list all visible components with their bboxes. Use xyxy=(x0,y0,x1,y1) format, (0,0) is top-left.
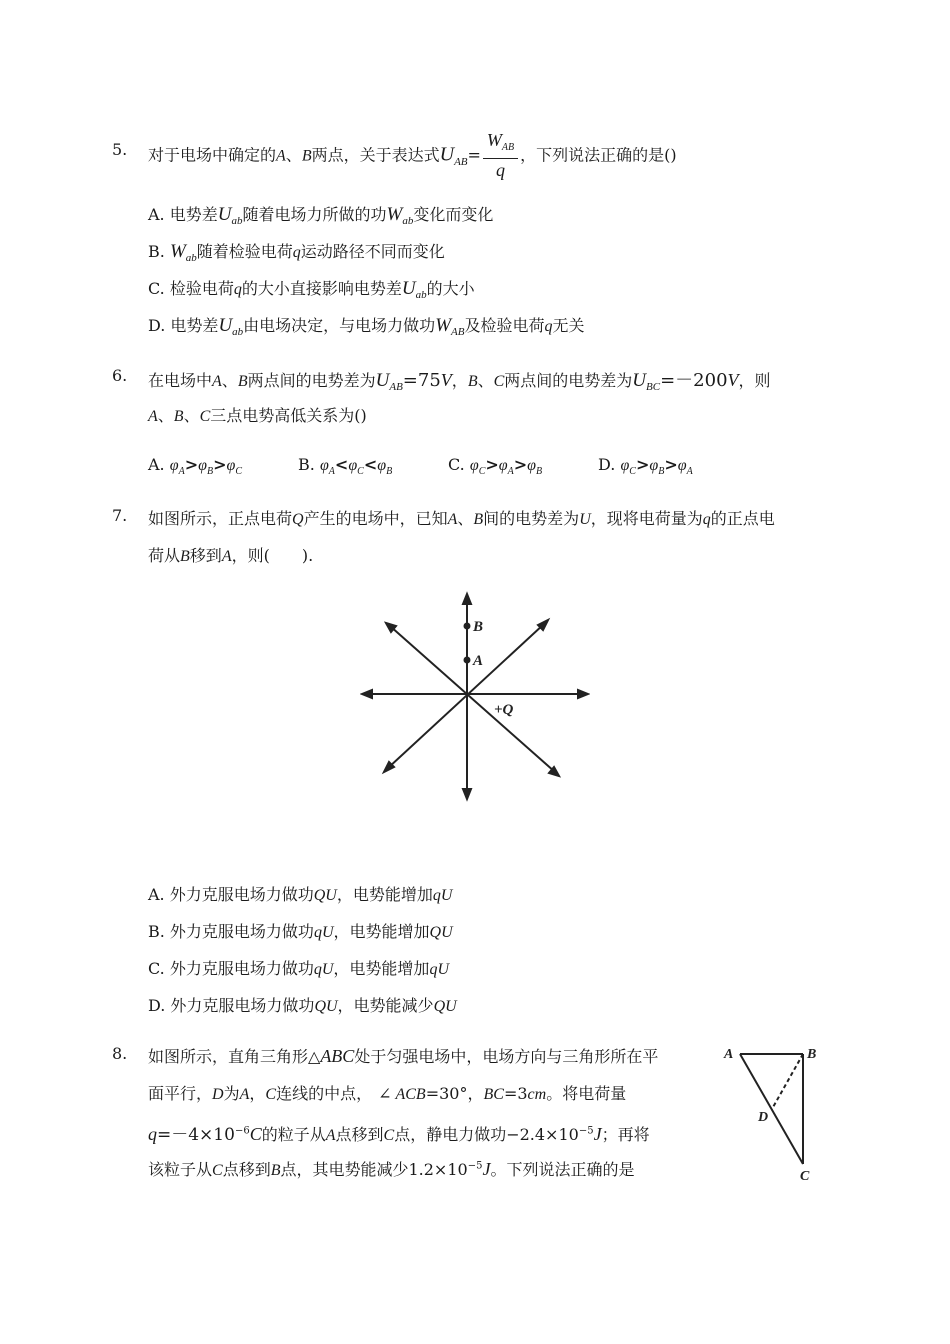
option-d[interactable]: D. 电势差$U_{ab}$由电场决定，与电场力做功$W_{AB}$及检验电荷q无关 xyxy=(148,315,585,339)
question-stem-line-3: $q=-4\times 10^{-6}C$的粒子从A点移到C点，静电力做功$-2.4\times 10^{-5}J$；再将 xyxy=(148,1124,650,1145)
label-a: A xyxy=(473,653,484,669)
question-stem: 对于电场中确定的A、B两点，关于表达式$U_{AB}=$ $\frac{W_{AB}}{q}$ ，下列说法正确的是() xyxy=(148,130,677,181)
option-d[interactable]: D. $\varphi_C>\varphi_B>\varphi_A$ xyxy=(598,455,693,478)
options-row xyxy=(148,455,748,478)
question-stem-line-4: 该粒子从C点移到B点，其电势能减少$1.2\times 10^{-5}J$。下列说法正确的是 xyxy=(148,1159,635,1179)
side-ac xyxy=(740,1054,803,1164)
label-b: B xyxy=(807,1047,817,1062)
label-a: A xyxy=(724,1047,734,1062)
label-b: B xyxy=(473,619,484,635)
right-triangle-figure xyxy=(718,1040,828,1190)
question-number: 8. xyxy=(112,1044,128,1063)
question-stem-line-2: 面平行，D为A，C连线的中点， ∠ ACB=30°，BC=3cm。将电荷量 xyxy=(148,1084,627,1103)
fraction: $\frac{W_{AB}}{q}$ xyxy=(483,130,518,182)
label-q: +Q xyxy=(494,702,514,718)
label-d: D xyxy=(758,1110,769,1125)
point-b xyxy=(465,624,470,629)
option-c[interactable]: C. $\varphi_C>\varphi_A>\varphi_B$ xyxy=(448,455,543,478)
segment-bd xyxy=(772,1054,803,1109)
question-stem-line-1: 如图所示，正点电荷Q产生的电场中，已知A、B间的电势差为U，现将电荷量为q的正点电 xyxy=(148,509,775,528)
option-a[interactable]: A. $\varphi_A>\varphi_B>\varphi_C$ xyxy=(148,455,243,478)
point-charge-field-figure xyxy=(360,590,590,805)
question-stem-line-2: A、B、C三点电势高低关系为() xyxy=(148,406,367,425)
question-number: 7. xyxy=(112,506,128,525)
question-stem-line-1: 在电场中A、B两点间的电势差为$U_{AB}=75V$，B、C两点间的电势差为$U_{BC}=-200V$，则 xyxy=(148,370,771,394)
field-line-diagonal-1 xyxy=(390,626,555,772)
option-b[interactable]: B. $W_{ab}$随着检验电荷q运动路径不同而变化 xyxy=(148,241,445,265)
arrow-right-icon xyxy=(578,690,588,698)
question-number: 5. xyxy=(112,140,128,159)
option-d[interactable]: D. 外力克服电场力做功QU，电势能减少QU xyxy=(148,996,457,1015)
option-c[interactable]: C. 外力克服电场力做功qU，电势能增加qU xyxy=(148,959,449,978)
arrow-up-icon xyxy=(463,594,471,604)
question-stem-line-2: 荷从B移到A，则( ). xyxy=(148,546,314,565)
option-b[interactable]: B. 外力克服电场力做功qU，电势能增加QU xyxy=(148,922,453,941)
question-number: 6. xyxy=(112,366,128,385)
option-c[interactable]: C. 检验电荷q的大小直接影响电势差$U_{ab}$的大小 xyxy=(148,278,475,302)
arrow-left-icon xyxy=(362,690,372,698)
option-a[interactable]: A. 外力克服电场力做功QU，电势能增加qU xyxy=(148,885,453,904)
option-a[interactable]: A. 电势差$U_{ab}$随着电场力所做的功$W_{ab}$变化而变化 xyxy=(148,204,494,228)
label-c: C xyxy=(800,1169,810,1184)
option-b[interactable]: B. $\varphi_A<\varphi_C<\varphi_B$ xyxy=(298,455,393,478)
question-stem-line-1: 如图所示，直角三角形△ABC处于匀强电场中，电场方向与三角形所在平 xyxy=(148,1046,659,1066)
arrow-down-icon xyxy=(463,789,471,799)
point-a xyxy=(465,658,470,663)
